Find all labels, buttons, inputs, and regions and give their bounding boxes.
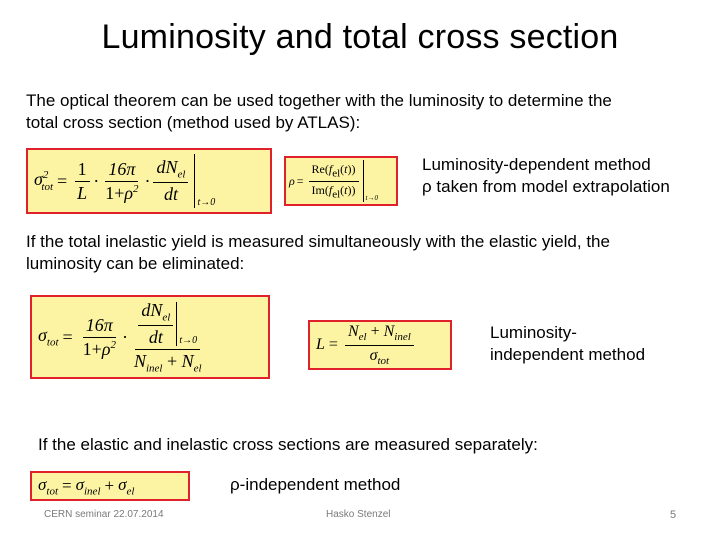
equation-sigma-tot-luminosity-independent: $\sigma_{tot}$ = $\frac{16\pi}{1+\rho^2}$ · $\frac{dN_{el}}{dt}$ t→0 $N_{inel} + N_{el}$ xyxy=(30,295,270,379)
footer-event: CERN seminar 22.07.2014 xyxy=(44,509,164,520)
slide-title: Luminosity and total cross section xyxy=(101,18,619,56)
intro-paragraph xyxy=(26,90,696,134)
elimination-line-2: luminosity can be eliminated: xyxy=(26,254,245,273)
footer-author: Hasko Stenzel xyxy=(326,509,391,520)
intro-line-1: The optical theorem can be used together with the luminosity to determine the xyxy=(26,91,612,110)
method-note-rho-independent: ρ-independent method xyxy=(230,475,401,494)
equation-sigma-tot-squared: $\sigma^2_{tot}$ = $\frac{1}{L}$ · $\frac{16\pi}{1+\rho^2}$ · $\frac{dN_{el}}{dt}$ t→0 xyxy=(26,148,272,214)
method-note-line-2: ρ taken from model extrapolation xyxy=(422,177,670,196)
equation-rho: ρ = $\frac{Re(f_{el}(t))}{Im(f_{el}(t))}$ t→0 xyxy=(284,156,398,206)
method-note-luminosity-independent xyxy=(490,322,690,366)
method-note-luminosity-dependent xyxy=(422,154,712,198)
equation-sigma-tot-sum: $\sigma_{tot}$ = $\sigma_{inel}$ + $\sigma_{el}$ xyxy=(30,471,190,501)
page-number: 5 xyxy=(670,509,677,521)
equation-luminosity: L = $\frac{N_{el} + N_{inel}}{\sigma_{tot}}$ xyxy=(308,320,452,370)
method-note-line-1: Luminosity-dependent method xyxy=(422,155,651,174)
separate-paragraph: If the elastic and inelastic cross sections are measured separately: xyxy=(38,435,538,454)
method-note-line-1: Luminosity- xyxy=(490,323,577,342)
intro-line-2: total cross section (method used by ATLAS): xyxy=(26,113,361,132)
elimination-paragraph xyxy=(26,231,696,275)
elimination-line-1: If the total inelastic yield is measured simultaneously with the elastic yield, the xyxy=(26,232,610,251)
method-note-line-2: independent method xyxy=(490,345,646,364)
